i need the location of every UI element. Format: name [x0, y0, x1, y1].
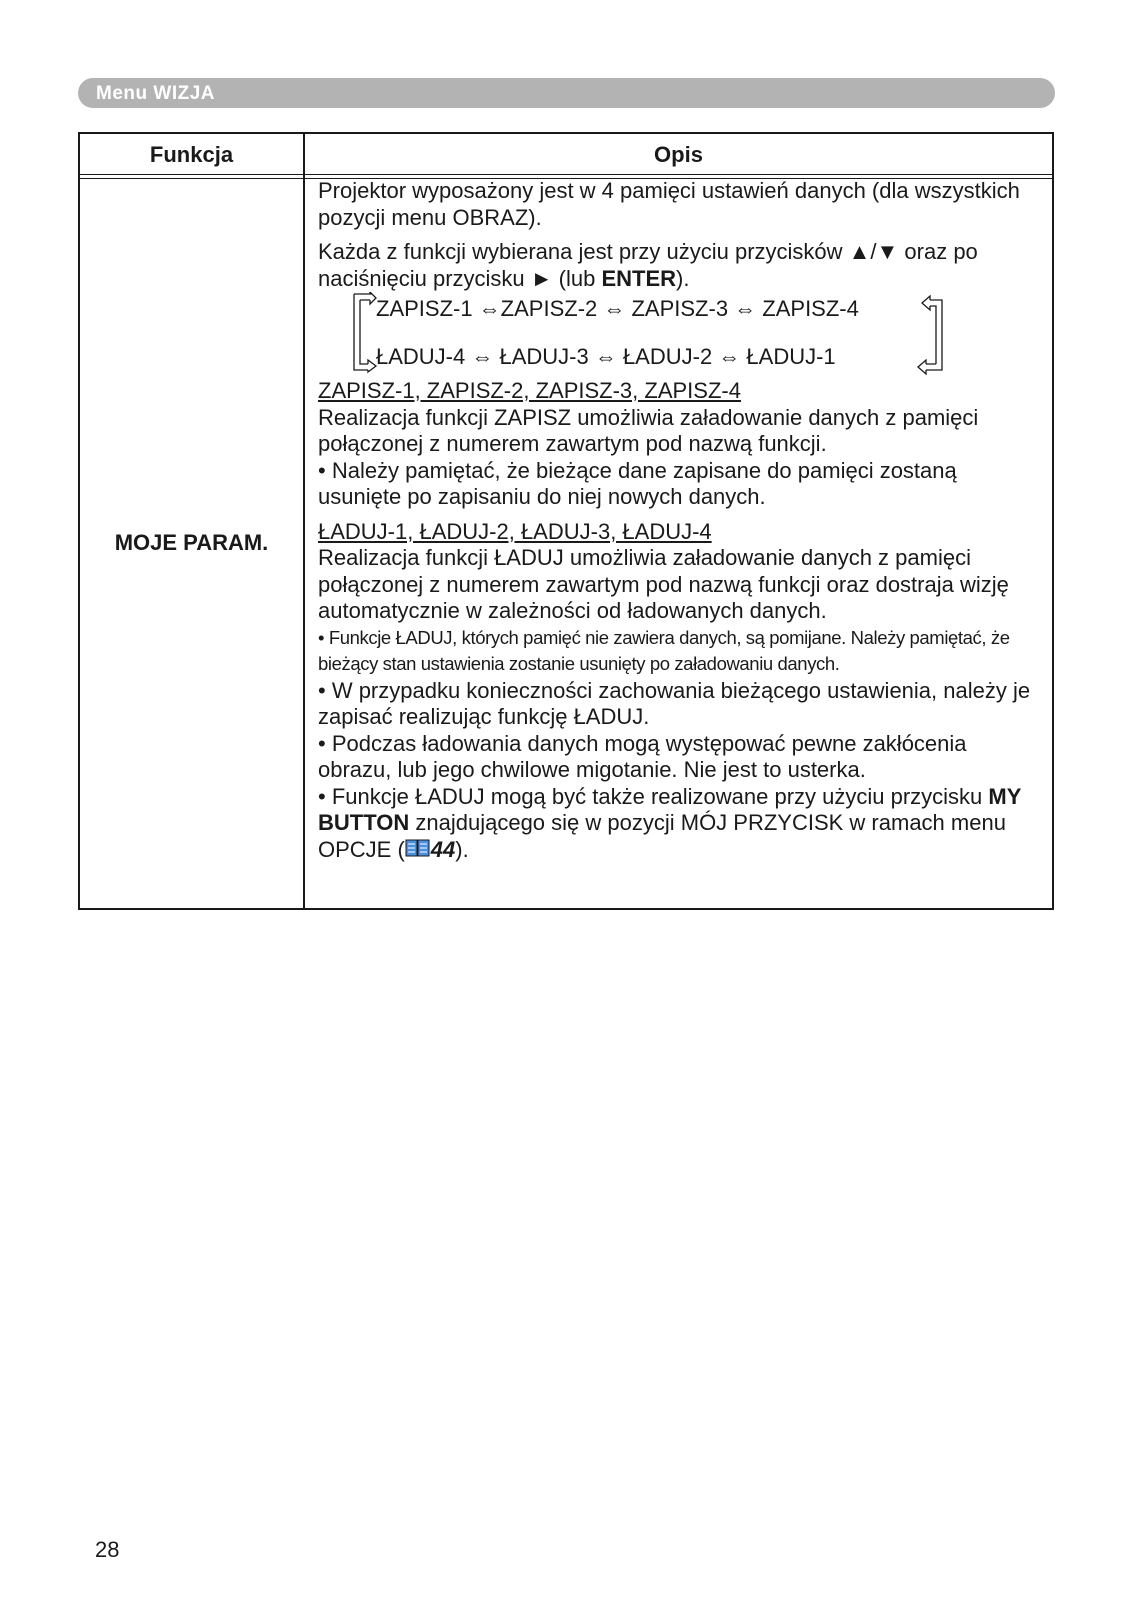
section-header-bar: [78, 78, 1055, 108]
column-header-function: Funkcja: [149, 142, 234, 167]
intro-text: Projektor wyposażony jest w 4 pamięci ustawień danych (dla wszystkich pozycji menu OBRAZ).: [318, 178, 1020, 230]
header-divider: [80, 174, 1052, 175]
save-cycle-row: ZAPISZ-1 ⇔ZAPISZ-2 ⇔ ZAPISZ-3 ⇔ ZAPISZ-4: [376, 296, 859, 321]
column-header-description: Opis: [654, 142, 703, 167]
function-name: MOJE PARAM.: [114, 530, 269, 555]
page-number: 28: [95, 1537, 120, 1562]
load-note-skipped: • Funkcje ŁADUJ, których pamięć nie zawiera danych, są pomijane. Należy pamiętać, że bieżący stan ustawienia zostanie usunięty po załadowaniu danych.: [318, 626, 1010, 674]
memory-cycle-diagram: [346, 292, 1044, 378]
selection-text: Każda z funkcji wybierana jest przy użyciu przycisków ▲/▼ oraz po naciśnięciu przycisku ► (lub ENTER).: [318, 239, 978, 291]
load-cycle-row: ŁADUJ-4 ⇔ ŁADUJ-3 ⇔ ŁADUJ-2 ⇔ ŁADUJ-1: [376, 344, 836, 369]
book-reference-icon: [405, 839, 431, 859]
save-description: Realizacja funkcji ZAPISZ umożliwia załadowanie danych z pamięci połączonej z numerem zawartym pod nazwą funkcji.: [318, 404, 979, 456]
save-heading: ZAPISZ-1, ZAPISZ-2, ZAPISZ-3, ZAPISZ-4: [318, 378, 741, 403]
function-table: [78, 132, 1054, 910]
load-note-preserve: • W przypadku konieczności zachowania bieżącego ustawienia, należy je zapisać realizując funkcję ŁADUJ.: [318, 677, 1031, 729]
section-title: Menu WIZJA: [96, 83, 215, 104]
page-reference: 44: [430, 836, 456, 862]
load-note-my-button: • Funkcje ŁADUJ mogą być także realizowane przy użyciu przycisku MY BUTTON znajdującego się w pozycji MÓJ PRZYCISK w ramach menu OPCJE ( 44).: [318, 783, 1022, 862]
description-cell: [318, 178, 1044, 863]
load-description: Realizacja funkcji ŁADUJ umożliwia załadowanie danych z pamięci połączonej z numerem zawartym pod nazwą funkcji oraz dostraja wizję automatycznie w zależności od ładowanych danych.: [318, 545, 1009, 623]
load-note-distortion: • Podczas ładowania danych mogą występować pewne zakłócenia obrazu, lub jego chwilowe migotanie. Nie jest to usterka.: [318, 730, 967, 782]
load-heading: ŁADUJ-1, ŁADUJ-2, ŁADUJ-3, ŁADUJ-4: [318, 518, 712, 544]
column-divider: [303, 134, 305, 908]
enter-key-label: ENTER: [601, 265, 676, 291]
my-button-label: MY BUTTON: [318, 783, 1022, 835]
save-note: • Należy pamiętać, że bieżące dane zapisane do pamięci zostaną usunięte po zapisaniu do niej nowych danych.: [318, 457, 957, 509]
